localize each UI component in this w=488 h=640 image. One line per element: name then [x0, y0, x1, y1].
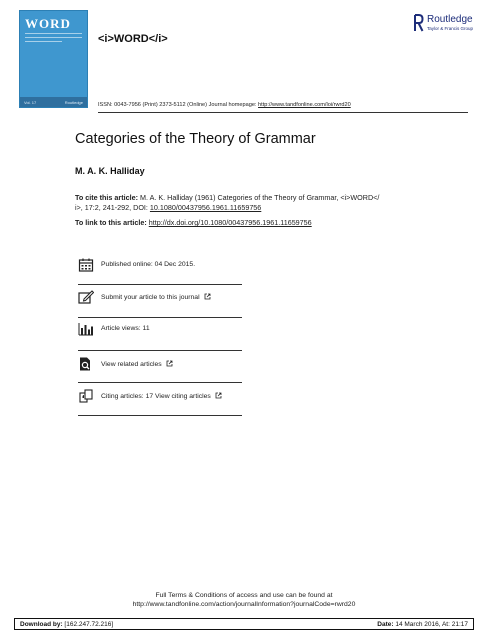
cover-title: WORD — [25, 16, 71, 31]
download-date-value: 14 March 2016, At: 21:17 — [393, 620, 468, 628]
citation-text-line2: i>, 17:2, 241-292, DOI: — [75, 202, 150, 212]
header-divider — [98, 112, 468, 113]
journal-name: <i>WORD</i> — [98, 33, 168, 45]
download-info-bar — [14, 618, 474, 630]
article-views-text: Article views: 11 — [101, 325, 150, 332]
cover-stripe — [25, 33, 82, 34]
terms-text: Full Terms & Conditions of access and use can be found at — [155, 592, 333, 599]
article-views-row — [78, 322, 242, 336]
download-date — [377, 621, 468, 628]
citation-doi-link[interactable]: 10.1080/00437956.1961.11659756 — [149, 202, 262, 212]
citation-block — [75, 193, 415, 212]
download-by-label: Download by: — [20, 620, 63, 628]
citing-articles-text: Citing articles: 17 View citing articles — [101, 393, 211, 400]
article-author: M. A. K. Halliday — [75, 166, 145, 176]
citation-label: To cite this article: — [75, 193, 138, 202]
article-link-line — [75, 218, 312, 227]
citing-documents-icon — [78, 389, 94, 403]
terms-and-conditions — [0, 591, 488, 609]
journal-cover-image — [19, 10, 88, 108]
submit-article-link[interactable] — [101, 293, 211, 301]
download-by-value: [162.247.72.216] — [62, 620, 114, 628]
citation-text-line1: M. A. K. Halliday (1961) Categories of the Theory of Grammar, <i>WORD</ — [137, 193, 380, 202]
publisher-logo — [413, 14, 475, 34]
article-doi-url-link[interactable]: http://dx.doi.org/10.1080/00437956.1961.11659756 — [148, 218, 312, 227]
edit-icon — [78, 290, 94, 304]
submit-article-text: Submit your article to this journal — [101, 294, 200, 301]
issn-line — [98, 102, 351, 108]
link-label: To link to this article: — [75, 218, 149, 227]
document-search-icon — [78, 357, 94, 371]
external-link-icon — [204, 293, 211, 300]
info-divider — [78, 382, 242, 383]
publisher-subtitle: Taylor & Francis Group — [427, 26, 474, 31]
issn-text: ISSN: 0043-7956 (Print) 2373-5112 (Online) Journal homepage: — [98, 102, 259, 108]
journal-homepage-link[interactable]: http://www.tandfonline.com/loi/rwrd20 — [258, 102, 351, 108]
info-divider — [78, 317, 242, 318]
info-divider — [78, 415, 242, 416]
publisher-name: Routledge — [427, 14, 473, 25]
related-articles-link[interactable] — [101, 360, 173, 368]
article-title: Categories of the Theory of Grammar — [75, 131, 316, 147]
published-online-row — [78, 258, 242, 272]
terms-url-link[interactable]: http://www.tandfonline.com/action/journalInformation?journalCode=rwrd20 — [132, 601, 356, 608]
related-articles-row[interactable] — [78, 357, 242, 371]
published-online-text: Published online: 04 Dec 2015. — [101, 261, 196, 268]
download-date-label: Date: — [377, 620, 394, 628]
download-by — [20, 621, 113, 628]
cover-foot-left: Vol. 17 — [24, 100, 37, 105]
citing-articles-row[interactable] — [78, 389, 242, 403]
related-articles-text: View related articles — [101, 361, 162, 368]
cover-stripe — [25, 41, 62, 42]
routledge-logo-icon — [413, 14, 424, 32]
info-divider — [78, 284, 242, 285]
cover-foot-right: Routledge — [64, 100, 83, 105]
external-link-icon — [215, 392, 222, 399]
cover-stripe — [25, 37, 82, 38]
submit-article-row[interactable] — [78, 290, 242, 304]
external-link-icon — [166, 360, 173, 367]
citing-articles-link[interactable] — [101, 392, 222, 400]
info-divider — [78, 350, 242, 351]
bar-chart-icon — [78, 322, 94, 336]
calendar-icon — [78, 258, 94, 272]
